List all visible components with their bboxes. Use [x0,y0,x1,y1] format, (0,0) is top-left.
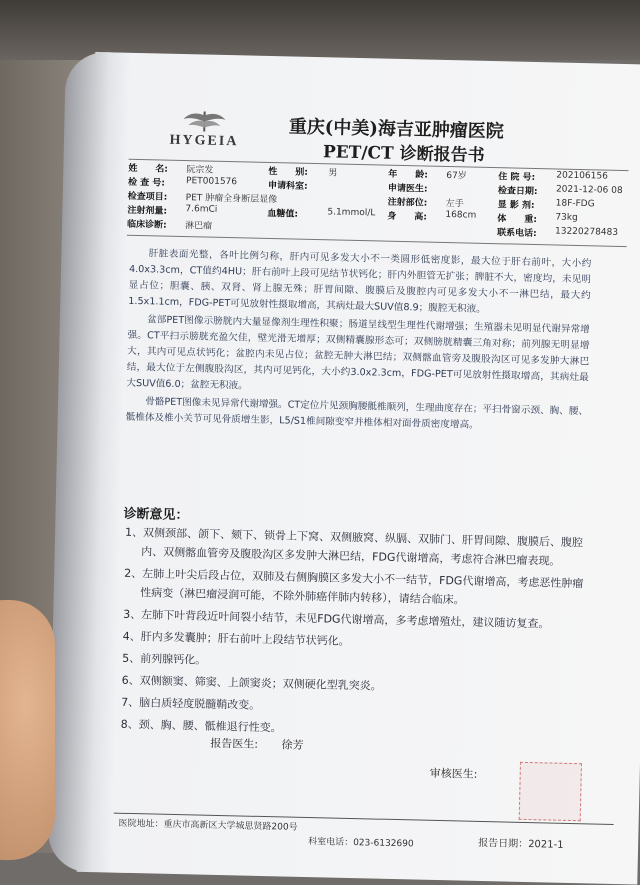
gender-label: 性 别: [268,166,309,178]
findings-paragraph-liver: 肝脏表面光整，各叶比例匀称，肝内可见多发大小不一类圆形低密度影，最大位于肝右前叶，大小约4.0x3.3cm，CT值约4HU；肝右前叶上段可见结节状钙化；肝内外胆管无扩张；脾脏不大，密度均，未见明显占位；胆囊、胰、双肾、肾上腺无殊；肝胃间隙、腹膜后及腹腔内可见多发大小不一淋巴结，最大约1.5x1.1cm，FDG-PET可见放射性摄取增高，其病灶最大SUV值8.9；腹腔无积液。 [128,248,592,315]
logo-text: HYGEIA [169,132,239,150]
report-page [76,52,640,885]
height-value: 168cm [445,209,477,221]
injection-site-value: 左手 [445,198,464,210]
exam-item-label: 检查项目: [127,191,168,203]
diagnosis-list [120,523,585,747]
patient-info-table [127,161,633,242]
exam-date-value: 2021-12-06 08 [555,184,623,197]
dose-label: 注射剂量: [127,205,168,217]
dept-label: 申请科室: [267,180,308,192]
name-value: 阮宗发 [186,165,214,176]
diagnosis-item: 3、左肺下叶背段近叶间裂小结节，未见FDG代谢增高，多考虑增殖灶，建议随访复查。 [123,607,550,631]
hospital-logo [164,109,245,151]
findings-section [125,246,591,438]
inpatient-no-value: 202106156 [556,170,608,182]
diagnosis-item: 1、双侧颈部、颌下、颏下、锁骨上下窝、双侧腋窝、纵膈、双肺门、肝胃间隙、腹膜后、腹腔内、双侧髂血管旁及腹股沟区多发肿大淋巴结，FDG代谢增高，考虑符合淋巴瘤表现。 [124,525,584,568]
phone-value: 13220278483 [554,226,619,238]
hospital-name: 重庆(中美)海吉亚肿瘤医院 [288,116,505,143]
findings-paragraph-pelvis: 盆部PET图像示膀胱内大量显像剂生理性积聚；肠道呈线型生理性代谢增强；生殖器未见明显代谢异常增强。CT平扫示膀胱充盈欠佳，壁光滑无增厚；双侧精囊腺形态可；双侧膀胱精囊三角对称；前列腺无明显增大，其内可见点状钙化；盆腔内未见占位；盆腔无肿大淋巴结；双侧髂血管旁及腹股沟区可见多发肿大淋巴结，最大位于左侧腹股沟区，其内可见钙化，大小约3.0x2.3cm，FDG-PET可见放射性摄取增高，其病灶最大SUV值6.0；盆腔无积液。 [126,314,590,392]
clinical-diagnosis-value: 淋巴瘤 [184,221,213,232]
hospital-address: 医院地址：重庆市高新区大学城思贤路200号 [118,818,298,833]
weight-value: 73kg [555,212,578,223]
review-doctor-label: 审核医生: [429,766,478,781]
weight-label: 体 重: [497,214,538,226]
injection-site-label: 注射部位: [387,197,428,209]
glucose-value: 5.1mmol/L [327,207,376,219]
glucose-label: 血糖值: [267,208,299,220]
diagnosis-item: 8、颈、胸、腰、骶椎退行性变。 [120,717,282,735]
diagnosis-item: 5、前列腺钙化。 [122,651,207,667]
red-stamp [519,762,582,821]
exam-item-value: PET 肿瘤全身断层显像 [185,193,278,206]
tracer-label: 显 影 剂: [497,200,535,212]
gender-value: 男 [328,168,338,179]
finger-holding-page [0,600,55,860]
report-doctor-label: 报告医生: [210,736,259,751]
diagnosis-item: 7、脑白质轻度脱髓鞘改变。 [121,695,261,712]
department-phone: 科室电话：023-6132690 [308,837,414,850]
report-date: 报告日期：2021-1 [478,837,564,851]
report-doctor-name: 徐芳 [281,738,304,752]
name-label: 姓 名: [128,163,169,175]
clinical-diagnosis-label: 临床诊断: [126,219,167,231]
phone-label: 联系电话: [496,228,537,240]
diagnosis-title: 诊断意见： [123,506,189,524]
inpatient-no-label: 住 院 号: [498,172,536,184]
tracer-value: 18F-FDG [555,198,595,210]
exam-no-label: 检 查 号: [127,177,166,189]
dose-value: 7.6mCi [185,204,218,215]
exam-no-value: PET001576 [185,176,238,188]
diagnosis-item: 2、左肺上叶尖后段占位，双肺及右侧胸膜区多发大小不一结节，FDG代谢增高，考虑恶性肿瘤性病变（淋巴瘤浸润可能，不除外肺癌伴肺内转移），请结合临床。 [124,566,584,607]
diagnosis-item: 6、双侧额窦、筛窦、上颌窦炎；双侧硬化型乳突炎。 [121,673,382,693]
age-label: 年 龄: [388,169,429,181]
diagnosis-item: 4、肝内多发囊肿；肝右前叶上段结节状钙化。 [122,629,350,648]
background-dark-area [0,0,640,60]
findings-paragraph-bone: 骨骼PET图像未见异常代谢增强。CT定位片见颈胸腰骶椎顺列，生理曲度存在；平扫骨窗示颈、胸、腰、骶椎体及椎小关节可见骨质增生影，L5/S1椎间隙变窄并椎体相对面骨质密度增高。 [125,396,589,431]
age-value: 67岁 [446,171,467,182]
report-doctor-signature [210,735,304,753]
report-title: PET/CT 诊断报告书 [322,142,485,166]
exam-date-label: 检查日期: [497,186,538,198]
height-label: 身 高: [387,211,428,223]
logo-emblem-icon [181,109,228,134]
request-doctor-label: 申请医生: [387,183,428,195]
